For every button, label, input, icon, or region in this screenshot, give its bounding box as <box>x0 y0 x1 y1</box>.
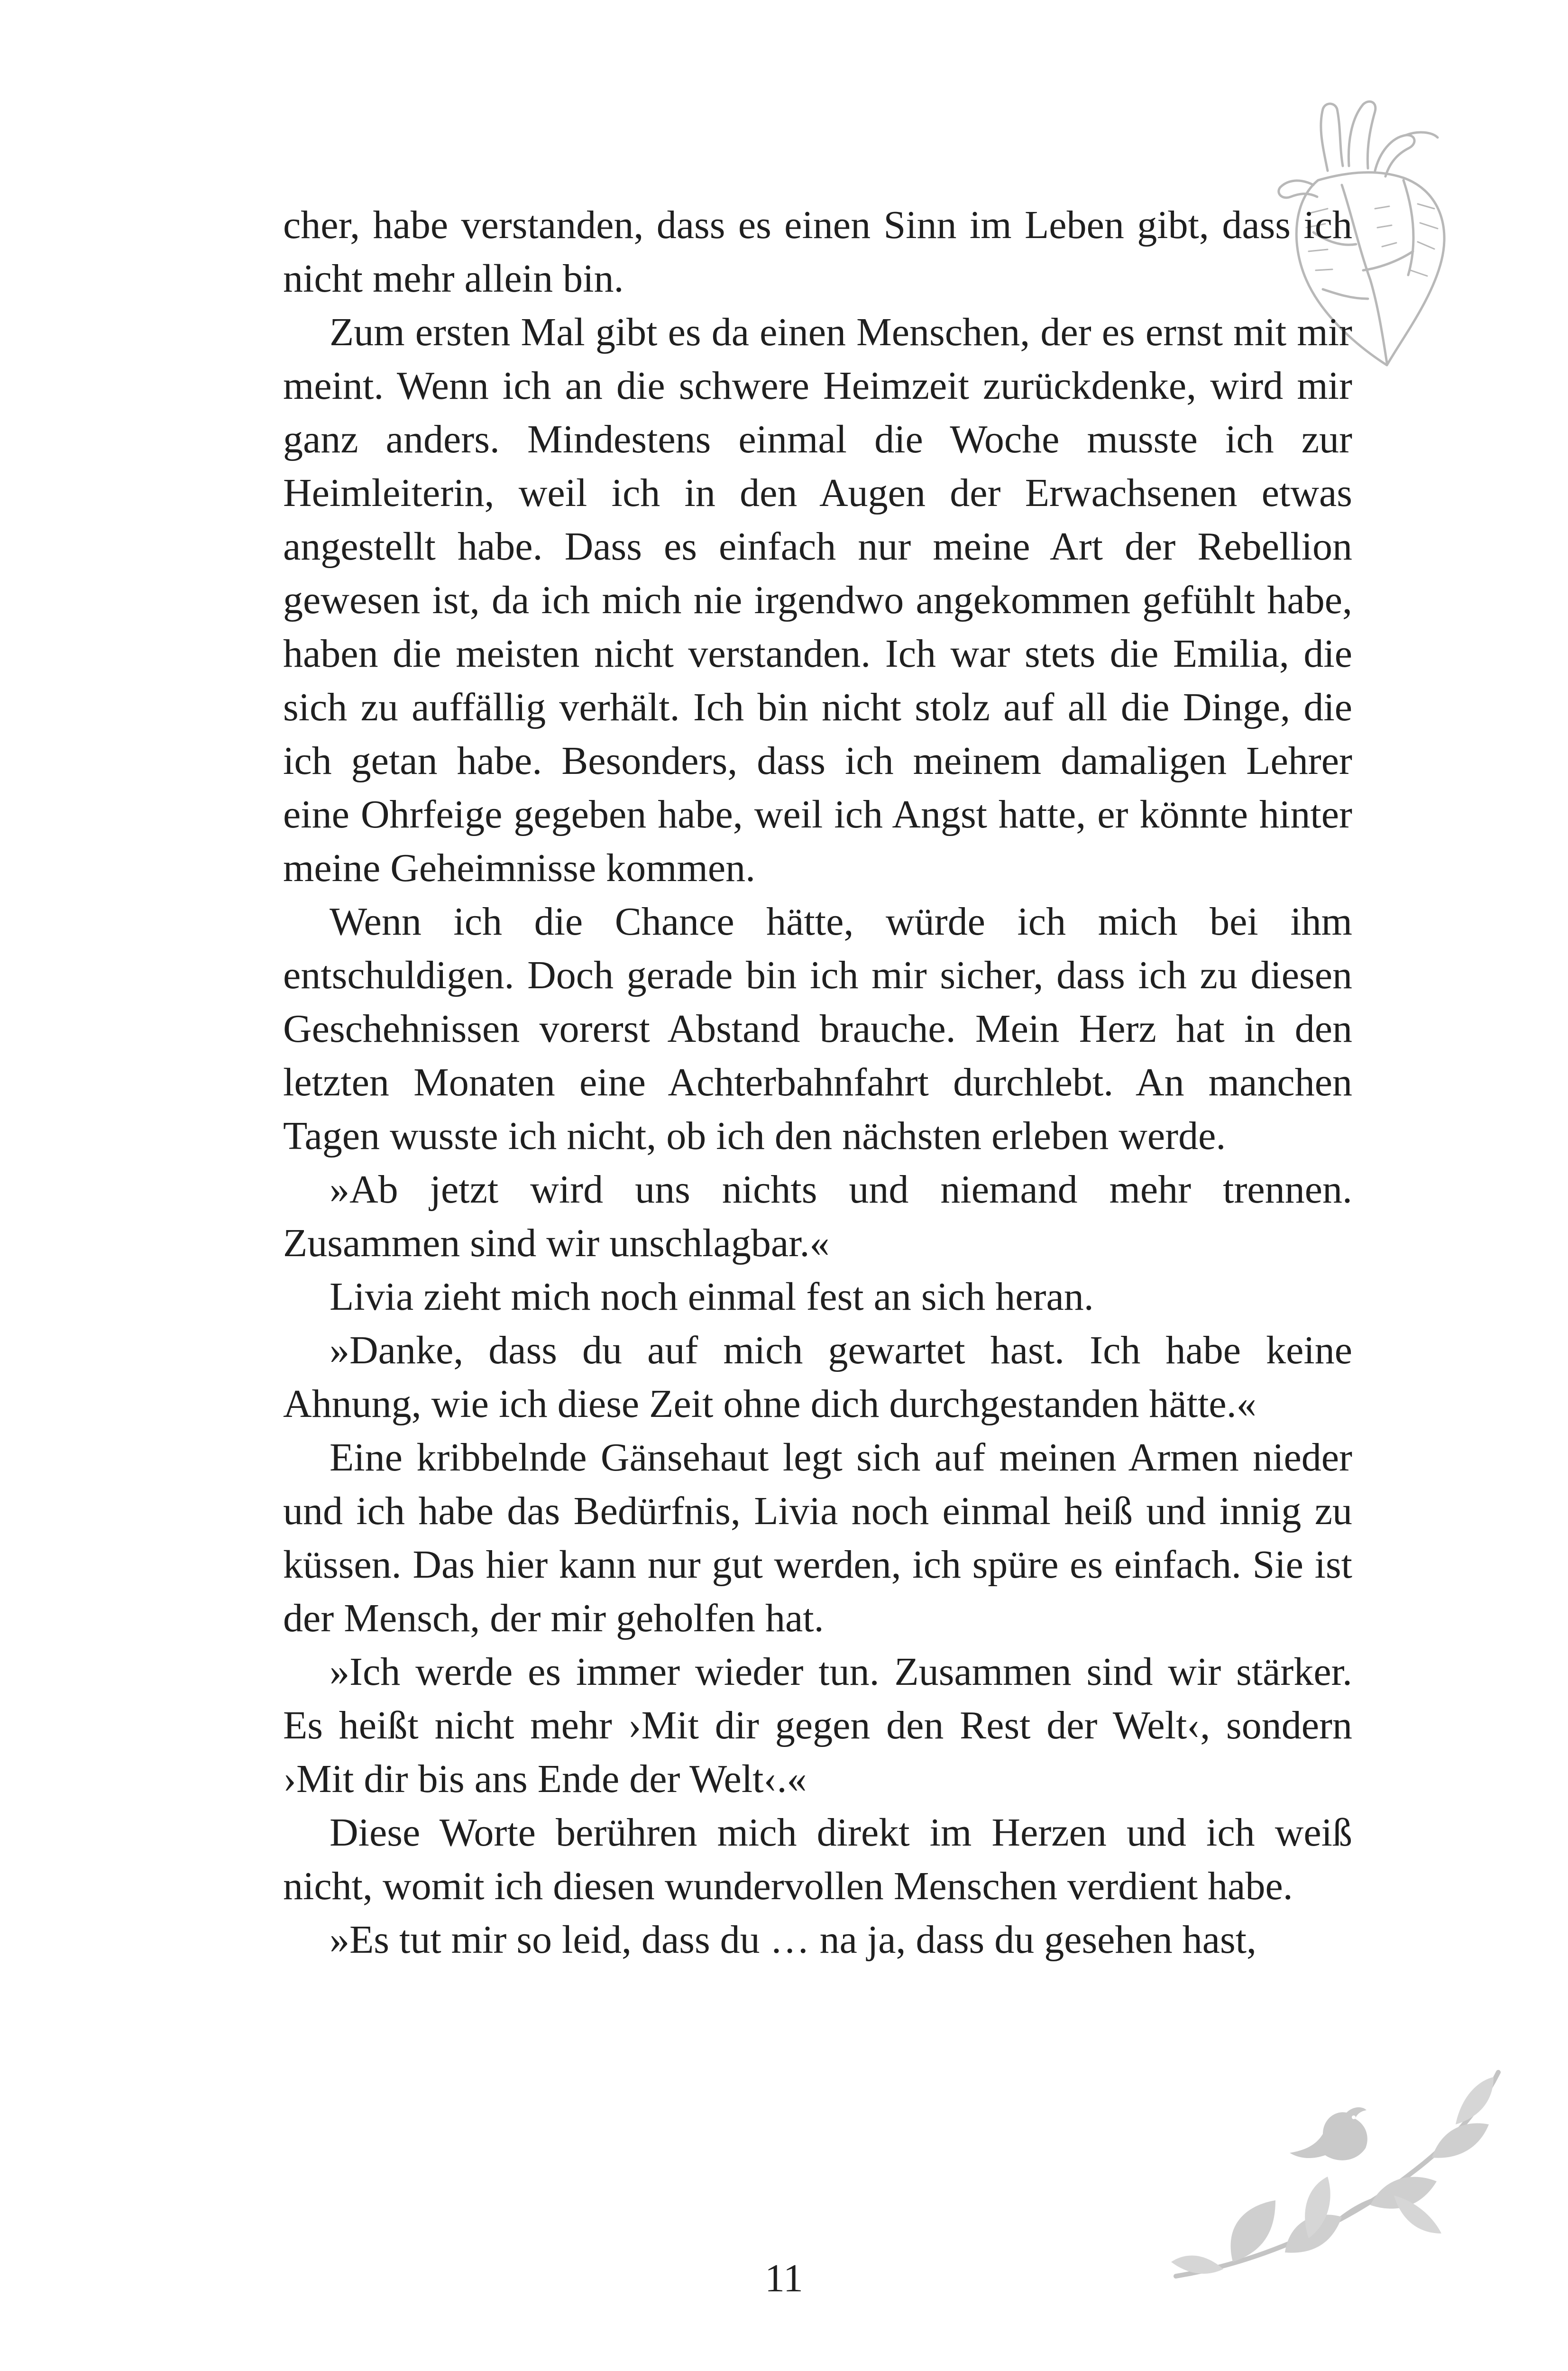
paragraph: Zum ersten Mal gibt es da einen Menschen, der es ernst mit mir meint. Wenn ich an die schwere Heimzeit zurückdenke, wird mir ganz anders. Mindestens einmal die Woche musste ich zur Heimleiterin, weil ich in den Augen der Erwachsenen etwas angestellt habe. Dass es einfach nur meine Art der Rebellion gewesen ist, da ich mich nie irgendwo angekommen gefühlt habe, haben die meisten nicht verstanden. Ich war stets die Emilia, die sich zu auffällig verhält. Ich bin nicht stolz auf all die Dinge, die ich getan habe. Besonders, dass ich meinem damaligen Lehrer eine Ohrfeige gegeben habe, weil ich Angst hatte, er könnte hinter meine Geheimnisse kommen. <box>283 310 1352 890</box>
paragraph: »Ich werde es immer wieder tun. Zusammen sind wir stärker. Es heißt nicht mehr ›Mit dir gegen den Rest der Welt‹, sondern ›Mit dir bis ans Ende der Welt‹.« <box>283 1650 1352 1801</box>
paragraph: Diese Worte berühren mich direkt im Herzen und ich weiß nicht, womit ich diesen wundervollen Menschen verdient habe. <box>283 1810 1352 1908</box>
paragraph: Livia zieht mich noch einmal fest an sich heran. <box>330 1275 1094 1319</box>
body-text <box>283 198 1352 1967</box>
page-number: 11 <box>765 2256 803 2300</box>
paragraph: »Danke, dass du auf mich gewartet hast. Ich habe keine Ahnung, wie ich diese Zeit ohne dich durchgestanden hätte.« <box>283 1328 1352 1426</box>
paragraph: »Es tut mir so leid, dass du … na ja, dass du gesehen hast, <box>330 1918 1257 1962</box>
paragraph: »Ab jetzt wird uns nichts und niemand mehr trennen. Zusammen sind wir unschlagbar.« <box>283 1167 1352 1265</box>
paragraph: cher, habe verstanden, dass es einen Sinn im Leben gibt, dass ich nicht mehr allein bin. <box>283 203 1352 301</box>
paragraph: Wenn ich die Chance hätte, würde ich mich bei ihm entschuldigen. Doch gerade bin ich mir sicher, dass ich zu diesen Geschehnissen vorerst Abstand brauche. Mein Herz hat in den letzten Monaten eine Achterbahnfahrt durchlebt. An manchen Tagen wusste ich nicht, ob ich den nächsten erleben werde. <box>283 900 1352 1158</box>
paragraph: Eine kribbelnde Gänsehaut legt sich auf meinen Armen nieder und ich habe das Bedürfnis, Livia noch einmal heiß und innig zu küssen. Das hier kann nur gut werden, ich spüre es einfach. Sie ist der Mensch, der mir geholfen hat. <box>283 1435 1352 1640</box>
